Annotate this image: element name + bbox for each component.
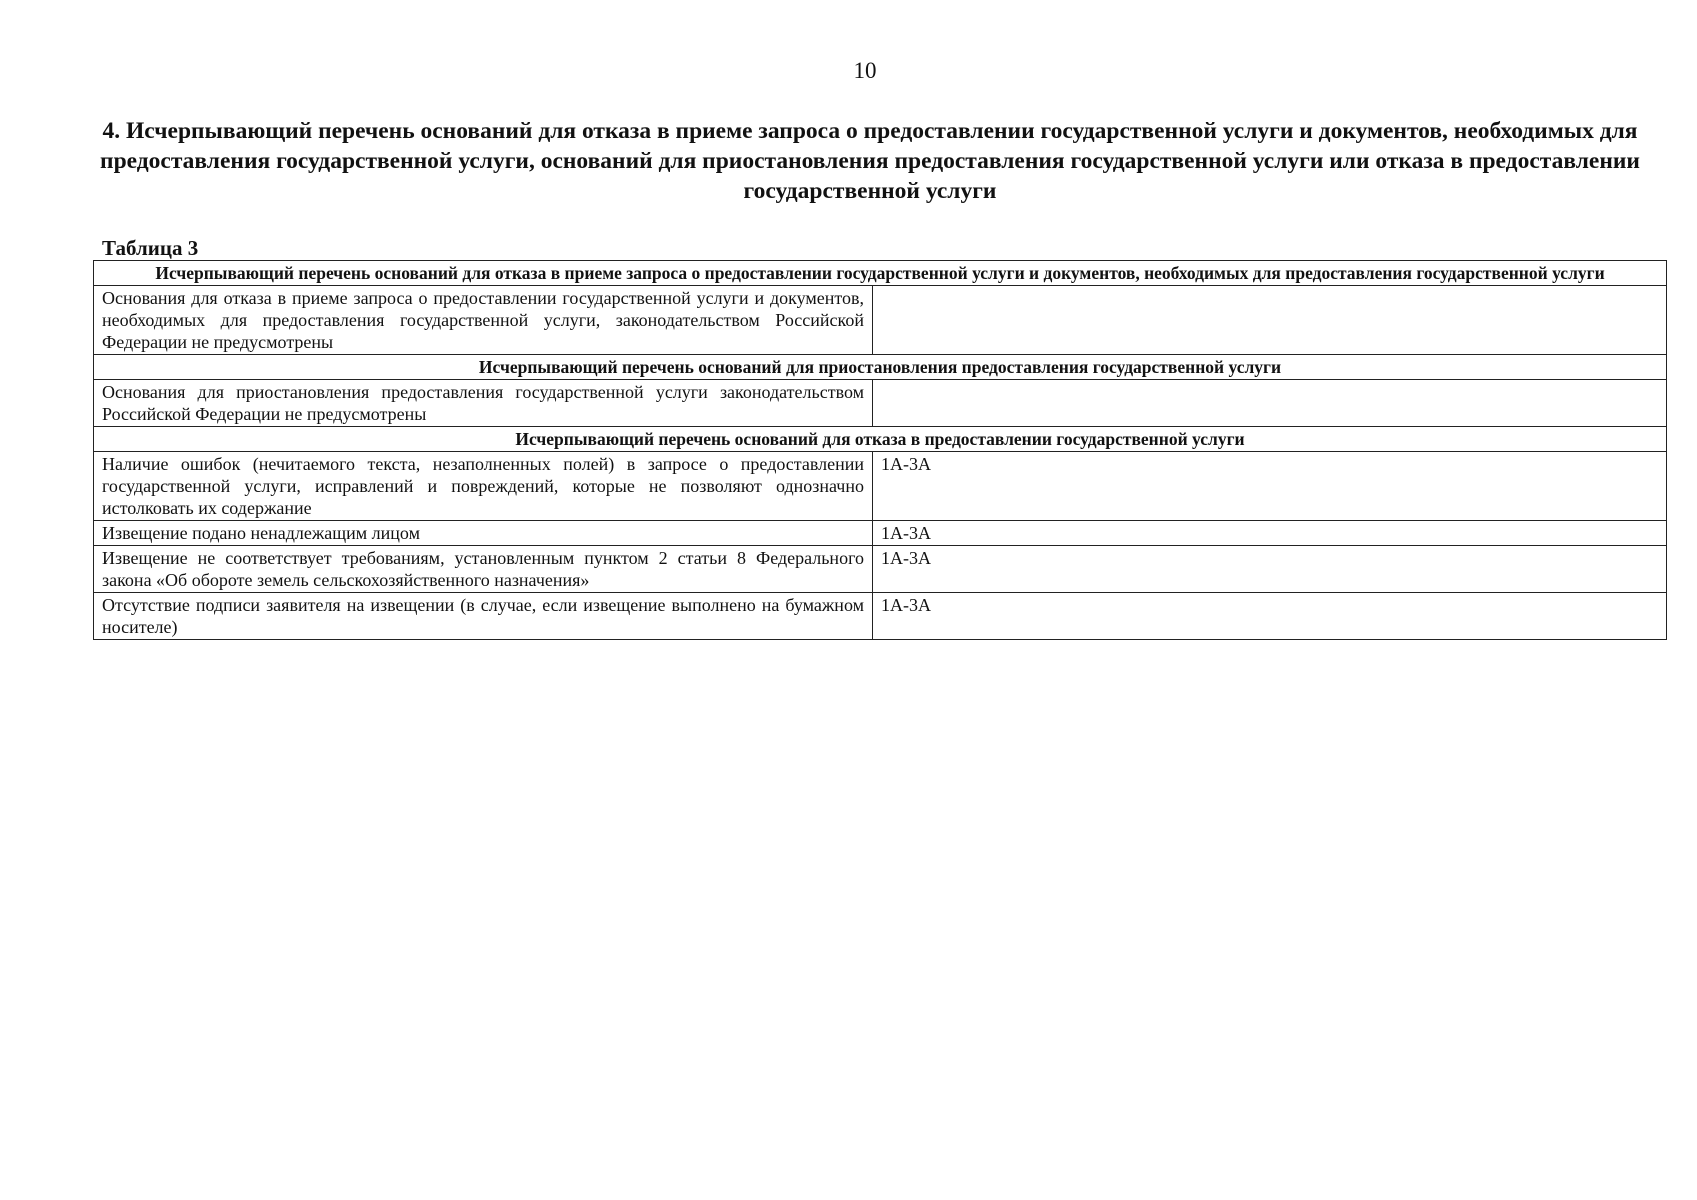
code-cell: 1А-3А [873, 593, 1667, 640]
reason-cell: Основания для приостановления предоставления государственной услуги законодательством Российской Федерации не предусмотрены [94, 380, 873, 427]
table-row [94, 286, 1667, 355]
table-section-header [94, 427, 1667, 452]
code-cell: 1А-3А [873, 546, 1667, 593]
grounds-table [93, 260, 1667, 640]
table-row [94, 593, 1667, 640]
table-row [94, 380, 1667, 427]
code-cell [873, 380, 1667, 427]
table-row [94, 521, 1667, 546]
reason-cell: Наличие ошибок (нечитаемого текста, незаполненных полей) в запросе о предоставлении государственной услуги, исправлений и повреждений, которые не позволяют однозначно истолковать их содержание [94, 452, 873, 521]
code-cell: 1А-3А [873, 521, 1667, 546]
page-number: 10 [853, 58, 877, 83]
code-cell: 1А-3А [873, 452, 1667, 521]
table-section-header [94, 355, 1667, 380]
reason-cell: Извещение подано ненадлежащим лицом [94, 521, 873, 546]
table-row [94, 452, 1667, 521]
section-heading: 4. Исчерпывающий перечень оснований для отказа в приеме запроса о предоставлении государственной услуги и документов, необходимых для предоставления государственной услуги, оснований для приостановления предоставления государственной услуги или отказа в предоставлении государственной услуги [100, 118, 1640, 204]
table-row [94, 546, 1667, 593]
table-caption: Таблица 3 [102, 236, 199, 260]
reason-cell: Отсутствие подписи заявителя на извещении (в случае, если извещение выполнено на бумажном носителе) [94, 593, 873, 640]
reason-cell: Извещение не соответствует требованиям, установленным пунктом 2 статьи 8 Федерального закона «Об обороте земель сельскохозяйственного назначения» [94, 546, 873, 593]
code-cell [873, 286, 1667, 355]
section-title-refusal-acceptance: Исчерпывающий перечень оснований для отказа в приеме запроса о предоставлении государственной услуги и документов, необходимых для предоставления государственной услуги [94, 261, 1667, 286]
section-title-refusal-service: Исчерпывающий перечень оснований для отказа в предоставлении государственной услуги [94, 427, 1667, 452]
reason-cell: Основания для отказа в приеме запроса о предоставлении государственной услуги и документов, необходимых для предоставления государственной услуги, законодательством Российской Федерации не предусмотрены [94, 286, 873, 355]
section-title-suspension: Исчерпывающий перечень оснований для приостановления предоставления государственной услуги [94, 355, 1667, 380]
table-section-header [94, 261, 1667, 286]
